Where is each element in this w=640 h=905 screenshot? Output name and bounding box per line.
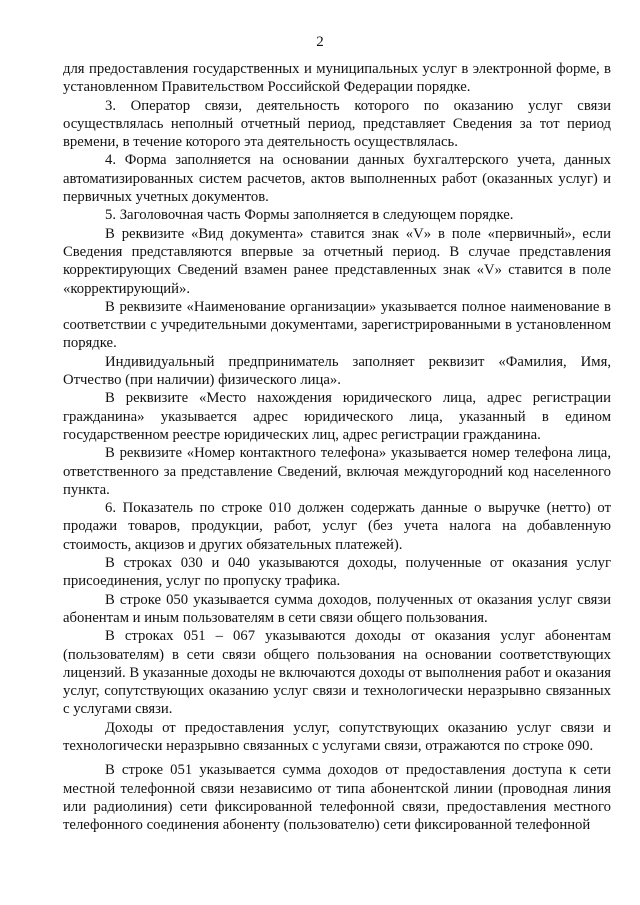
paragraph-row-090: Доходы от предоставления услуг, сопутствующих оказанию услуг связи и технологически неразрывно связанных с услугами связи, отражаются по строке 090. <box>63 719 611 754</box>
page-number: 2 <box>316 34 324 50</box>
paragraph-document-type: В реквизите «Вид документа» ставится знак «V» в поле «первичный», если Сведения представляются впервые за отчетный период. В случае представления корректирующих Сведений взамен ранее представленных знак «V» ставится в поле «корректирующий». <box>63 225 611 297</box>
paragraph-entrepreneur: Индивидуальный предприниматель заполняет реквизит «Фамилия, Имя, Отчество (при наличии) физического лица». <box>63 353 611 389</box>
document-body <box>63 60 611 834</box>
paragraph-row-050: В строке 050 указывается сумма доходов, полученных от оказания услуг связи абонентам и иным пользователям в сети связи общего пользования. <box>63 591 611 626</box>
paragraph-organization-name: В реквизите «Наименование организации» указывается полное наименование в соответствии с учредительными документами, зарегистрированными в установленном порядке. <box>63 298 611 352</box>
paragraph-item-6: 6. Показатель по строке 010 должен содержать данные о выручке (нетто) от продажи товаров, продукции, работ, услуг (без учета налога на добавленную стоимость, акцизов и других обязательных платежей). <box>63 500 611 553</box>
paragraph-address: В реквизите «Место нахождения юридического лица, адрес регистрации гражданина» указывается адрес юридического лица, указанный в едином государственном реестре юридических лиц, адрес регистрации гражданина. <box>63 390 611 443</box>
paragraph-rows-030-040: В строках 030 и 040 указываются доходы, полученные от оказания услуг присоединения, услуг по пропуску трафика. <box>63 555 611 590</box>
paragraph-item-4: 4. Форма заполняется на основании данных бухгалтерского учета, данных автоматизированных систем расчетов, актов выполненных работ (оказанных услуг) и первичных учетных документов. <box>63 152 611 206</box>
paragraph-rows-051-067: В строках 051 – 067 указываются доходы от оказания услуг абонентам (пользователям) в сети связи общего пользования на основании соответствующих лицензий. В указанные доходы не включаются доходы от выполнения работ и оказания услуг, сопутствующих оказанию услуг связи и технологически неразрывно связанных с услугами связи. <box>63 628 611 718</box>
paragraph-continuation: для предоставления государственных и муниципальных услуг в электронной форме, в установленном Правительством Российской Федерации порядке. <box>63 61 611 96</box>
paragraph-item-3: 3. Оператор связи, деятельность которого по оказанию услуг связи осуществлялась неполный отчетный период, представляет Сведения за тот период времени, в течение которого эта деятельность осуществлялась. <box>63 97 611 151</box>
paragraph-phone: В реквизите «Номер контактного телефона» указывается номер телефона лица, ответственного за представление Сведений, включая междугородний код населенного пункта. <box>63 445 611 498</box>
paragraph-row-051: В строке 051 указывается сумма доходов от предоставления доступа к сети местной телефонной связи независимо от типа абонентской линии (проводная линия или радиолиния) сети фиксированной телефонной связи, предоставления местного телефонного соединения абоненту (пользователю) сети фиксированной телефонной <box>63 762 611 834</box>
paragraph-item-5: 5. Заголовочная часть Формы заполняется в следующем порядке. <box>105 207 514 224</box>
